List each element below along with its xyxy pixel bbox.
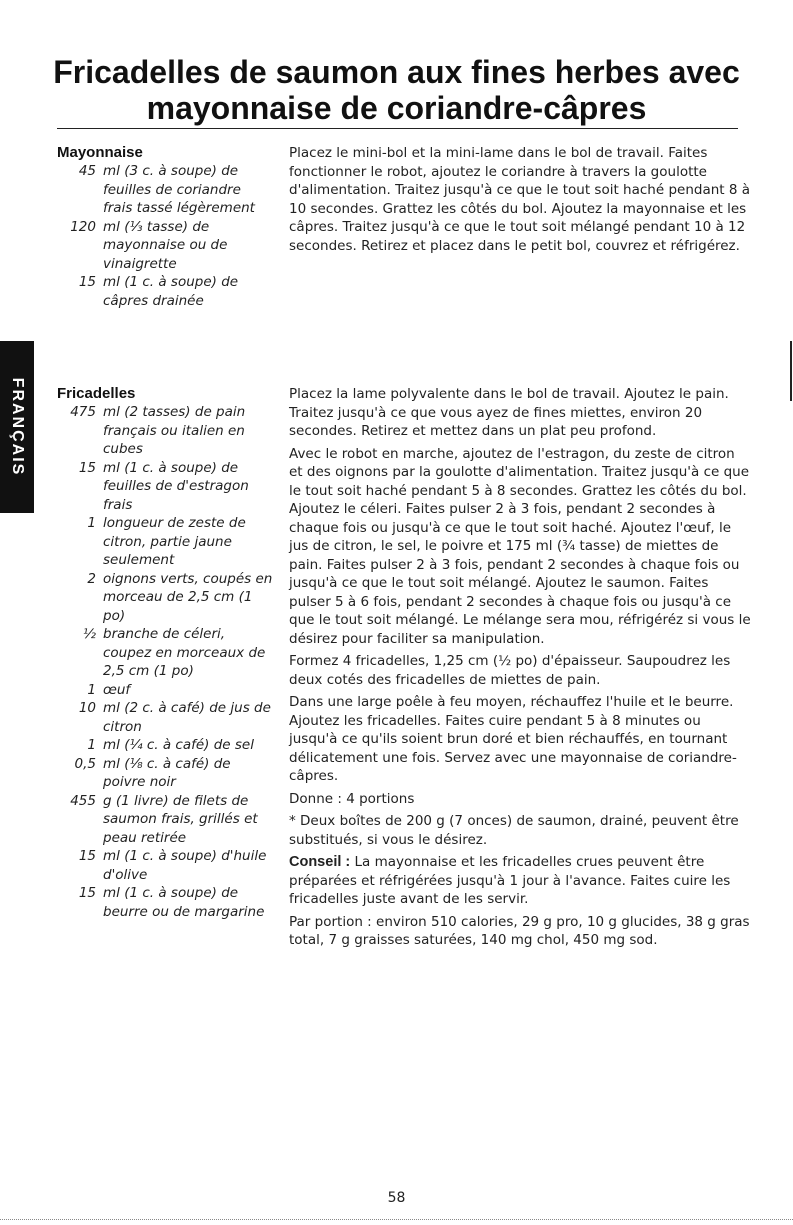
instruction-paragraph: Formez 4 fricadelles, 1,25 cm (½ po) d'épaisseur. Saupoudrez les deux cotés des fricadelles de miettes de pain.	[289, 653, 731, 688]
substitution-note: * Deux boîtes de 200 g (7 onces) de saumon, drainé, peuvent être substitués, si vous le désirez.	[289, 813, 739, 848]
ingredient-quantity: 455	[70, 792, 96, 809]
fricadelles-instructions	[289, 385, 751, 954]
ingredient-quantity: 1	[87, 737, 96, 753]
nutrition-info: Par portion : environ 510 calories, 29 g pro, 10 g glucides, 38 g gras total, 7 g graisses saturées, 140 mg chol, 450 mg sod.	[289, 913, 750, 948]
recipe-title: Fricadelles de saumon aux fines herbes avec mayonnaise de coriandre-câpres	[53, 54, 740, 126]
instruction-paragraph: Avec le robot en marche, ajoutez de l'estragon, du zeste de citron et des oignons par la goulotte d'alimentation. Traitez jusqu'à ce que le tout soit haché pendant 5 à 8 secondes. Grattez les côtés du bol. Ajoutez le céleri. Faites pulser 2 à 3 fois, pendant 2 secondes à chaque fois ou jusqu'à ce que le tout soit haché. Ajoutez l'œuf, le jus de citron, le sel, le poivre et 175 ml (¾ tasse) de miettes de pain. Faites pulser 2 à 3 fois, pendant 2 secondes à chaque fois ou jusqu'à ce que le tout soit mélangé. Ajoutez le saumon. Faites pulser 5 à 6 fois, pendant 2 secondes à chaque fois ou jusqu'à ce que le tout soit mélangé. Le mélange sera mou, réfrigéréz si vous le désirez pour faciliter sa manipulation.	[289, 445, 751, 647]
ingredient-quantity: 15	[78, 274, 96, 290]
ingredient-text: ml (1 c. à soupe) de beurre ou de margarine	[103, 885, 265, 920]
ingredient-text: ml (3 c. à soupe) de feuilles de coriandre frais tassé légèrement	[103, 163, 255, 216]
yield-text: Donne : 4 portions	[289, 790, 415, 807]
ingredient-item	[57, 403, 277, 459]
mayonnaise-heading: Mayonnaise	[57, 144, 143, 161]
ingredient-text: ml (1 c. à soupe) d'huile d'olive	[103, 848, 267, 883]
fricadelles-ingredients	[57, 403, 277, 921]
ingredient-item	[57, 847, 277, 884]
page-number: 58	[387, 1190, 406, 1206]
ingredient-quantity: ½	[82, 626, 96, 642]
ingredient-quantity: 475	[70, 404, 96, 420]
ingredient-text: longueur de zeste de citron, partie jaune seulement	[103, 515, 246, 568]
ingredient-item	[57, 514, 277, 570]
ingredient-text: œuf	[103, 681, 131, 698]
ingredient-quantity: 1	[87, 681, 96, 698]
ingredient-item	[57, 736, 277, 755]
ingredient-text: ml (2 tasses) de pain français ou italien en cubes	[103, 404, 246, 457]
ingredient-item	[57, 625, 277, 681]
instruction-paragraph: Dans une large poêle à feu moyen, réchauffez l'huile et le beurre. Ajoutez les fricadelles. Faites cuire pendant 5 à 8 minutes ou jusqu'à ce qu'ils soient brun doré et bien réchauffés, en tournant délicatement une fois. Servez avec une mayonnaise de coriandre-câpres.	[289, 694, 737, 784]
ingredient-text: oignons verts, coupés en morceau de 2,5 cm (1 po)	[103, 570, 273, 624]
tip-label: Conseil :	[289, 854, 351, 870]
ingredient-item	[57, 273, 277, 310]
ingredient-item	[57, 884, 277, 921]
language-tab	[0, 341, 34, 513]
tip-paragraph	[289, 853, 751, 909]
ingredient-quantity: 120	[70, 218, 96, 235]
ingredient-item	[57, 792, 277, 848]
language-tab-label: FRANÇAIS	[9, 377, 26, 477]
mayonnaise-instructions	[289, 144, 751, 259]
fricadelles-heading: Fricadelles	[57, 385, 136, 402]
ingredient-text: ml (¼ c. à café) de sel	[103, 737, 254, 753]
ingredient-text: ml (⅛ c. à café) de poivre noir	[103, 755, 231, 790]
ingredient-item	[57, 218, 277, 274]
ingredient-item	[57, 570, 277, 626]
ingredient-quantity: 10	[78, 700, 96, 716]
ingredient-quantity: 2	[87, 570, 96, 587]
ingredient-item	[57, 459, 277, 515]
title-rule	[57, 128, 738, 129]
margin-line	[790, 341, 792, 401]
mayonnaise-paragraph: Placez le mini-bol et la mini-lame dans le bol de travail. Faites fonctionner le robot, ajoutez le coriandre à travers la goulotte d'alimentation. Traitez jusqu'à ce que le tout soit haché pendant 8 à 10 secondes. Grattez les côtés du bol. Ajoutez la mayonnaise et les câpres. Traitez jusqu'à ce que le tout soit mélangé pendant 10 à 12 secondes. Retirez et placez dans le petit bol, couvrez et réfrigérez.	[289, 145, 751, 254]
ingredient-text: ml (⅓ tasse) de mayonnaise ou de vinaigrette	[103, 218, 228, 272]
mayonnaise-ingredients	[57, 162, 277, 310]
ingredient-quantity: 15	[78, 848, 96, 864]
ingredient-item	[57, 681, 277, 700]
ingredient-item	[57, 699, 277, 736]
ingredient-quantity: 0,5	[74, 755, 96, 772]
ingredient-quantity: 15	[78, 459, 96, 476]
ingredient-text: ml (2 c. à café) de jus de citron	[103, 700, 271, 735]
ingredient-text: g (1 livre) de filets de saumon frais, grillés et peau retirée	[103, 792, 258, 846]
ingredient-item	[57, 755, 277, 792]
ingredient-item	[57, 162, 277, 218]
ingredient-text: branche de céleri, coupez en morceaux de 2,5 cm (1 po)	[103, 626, 266, 679]
ingredient-quantity: 45	[78, 163, 96, 179]
tip-text: La mayonnaise et les fricadelles crues peuvent être préparées et réfrigérées jusqu'à 1 jour à l'avance. Faites cuire les fricadelles juste avant de les servir.	[289, 854, 731, 907]
ingredient-quantity: 1	[87, 515, 96, 531]
ingredient-text: ml (1 c. à soupe) de feuilles de d'estragon frais	[103, 459, 249, 513]
ingredient-text: ml (1 c. à soupe) de câpres drainée	[103, 274, 239, 309]
bottom-dotted-edge	[0, 1219, 793, 1220]
ingredient-quantity: 15	[78, 885, 96, 901]
instruction-paragraph: Placez la lame polyvalente dans le bol de travail. Ajoutez le pain. Traitez jusqu'à ce que vous ayez de fines miettes, environ 20 secondes. Retirez et mettez dans un plat peu profond.	[289, 386, 729, 439]
